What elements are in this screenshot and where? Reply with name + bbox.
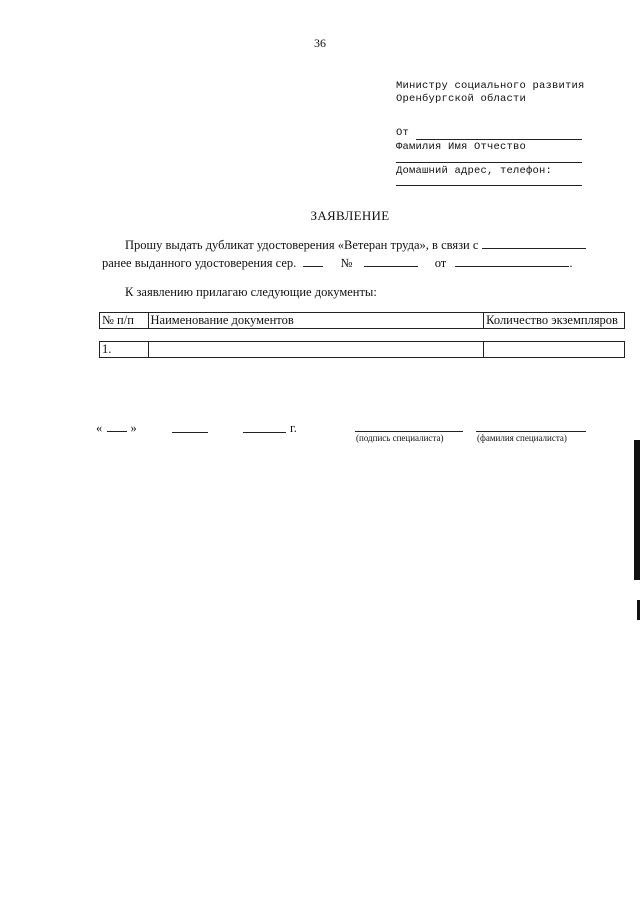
name-caption: Фамилия Имя Отчество: [396, 141, 527, 153]
scan-edge-mark: [634, 440, 640, 580]
date-field: [96, 421, 137, 436]
table-row: [100, 342, 625, 358]
document-title: ЗАЯВЛЕНИЕ: [310, 208, 390, 223]
specialist-signature-line: [355, 431, 463, 432]
address-line-top: [396, 162, 582, 163]
row-1-copies: [484, 342, 625, 358]
specialist-name-line: [476, 431, 586, 432]
header-document-name: Наименование документов: [148, 313, 484, 329]
page-number: 36: [314, 36, 326, 50]
header-copies: Количество экземпляров: [484, 313, 625, 329]
reason-blank: [482, 238, 586, 249]
from-name-line: [416, 139, 582, 140]
from-date-label: от: [434, 256, 447, 270]
line-2-end: .: [569, 256, 573, 270]
day-blank: [107, 421, 127, 432]
number-blank: [364, 256, 418, 267]
address-caption: Домашний адрес, телефон:: [396, 165, 553, 177]
series-blank: [303, 256, 323, 267]
recipient-line-1: Министру социального развития: [396, 80, 585, 92]
year-blank: [243, 432, 286, 433]
number-label: №: [340, 256, 353, 270]
from-label: От: [396, 127, 410, 139]
header-number: № п/п: [100, 313, 149, 329]
date-blank: [455, 256, 569, 267]
table-gap-row: [100, 329, 625, 342]
table-header-row: [100, 313, 625, 329]
year-suffix: г.: [290, 421, 297, 435]
body-line-2: [102, 256, 573, 271]
close-quote: »: [130, 421, 137, 435]
attachments-line: К заявлению прилагаю следующие документы:: [125, 285, 377, 299]
specialist-name-caption: (фамилия специалиста): [477, 433, 567, 443]
body-line-1-text: Прошу выдать дубликат удостоверения «Ветеран труда», в связи с: [125, 238, 479, 252]
address-line-bottom: [396, 185, 582, 186]
row-1-number: 1.: [100, 342, 149, 358]
month-blank: [172, 432, 208, 433]
documents-table: [99, 312, 625, 358]
open-quote: «: [96, 421, 103, 435]
recipient-line-2: Оренбургской области: [396, 93, 527, 105]
body-line-1: [125, 238, 586, 253]
row-1-document-name: [148, 342, 484, 358]
body-line-2-prefix: ранее выданного удостоверения сер.: [102, 256, 297, 270]
specialist-signature-caption: (подпись специалиста): [356, 433, 444, 443]
